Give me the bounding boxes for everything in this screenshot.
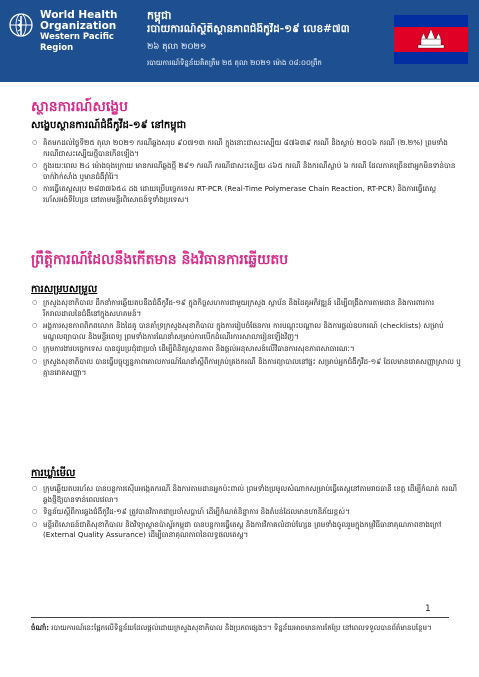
overview-subheading: សង្ខេបស្ថានការណ៍ជំងឺកូវីដ-១៩ នៅកម្ពុជា <box>31 120 187 131</box>
data-cutoff-note: របាយការណ៍ទិន្នន័យគិតត្រឹម ២៥ តុលា ២០២១ ម៉ោង ០៨:០០ព្រឹក <box>147 59 322 67</box>
list-item: ○ ទិន្នន័យស្តីពីការឆ្លងជំងឺកូវីដ-១៩ ត្រូវបានវិភាគជាប្រចាំសប្តាហ៍ ដើម្បីកំណត់និន្នាការ និងតំបន់ដែលមានហានិភ័យខ្ពស់។ <box>43 507 463 518</box>
report-title: របាយការណ៍ស្ថិតិស្ថានភាពជំងឺកូវីដ-១៩ លេខ#៧៣ <box>147 23 350 35</box>
footer-divider <box>31 617 449 618</box>
list-item: ○ ក្នុងរយៈពេល ២៤ ម៉ោងចុងក្រោយ មានករណីឆ្លងថ្មី ២៩១ ករណី ករណីជាសះស្បើយ ៤៦៥ ករណី និងករណីស្លាប់ ៦ ករណី ដែលភាគច្រើនជាអ្នកមិនទាន់បានចាក់វ៉ាក់សាំង ឬមានជំងឺរ៉ាំរ៉ៃ។ <box>43 161 463 182</box>
org-line-2: Organization <box>40 20 117 32</box>
org-line-1: World Health <box>40 9 118 21</box>
surveillance-heading: ការឃ្លាំមើល <box>31 468 76 479</box>
report-header <box>0 0 479 82</box>
who-emblem-icon <box>8 12 34 38</box>
report-date: ២៦ តុលា ២០២១ <box>147 42 207 52</box>
list-item: ○ ក្រុមឆ្លើយតបរហ័ស បានបន្តការស៊ើបអង្កេតករណី និងការតាមដានអ្នកប៉ះពាល់ ព្រមទាំងប្រមូលសំណាកសម្រាប់ធ្វើតេស្តនៅតាមរាជធានី ខេត្ត ដើម្បីកំណត់ ករណីឆ្លងថ្មីឱ្យបានទាន់ពេលវេលា។ <box>43 484 463 505</box>
country-name: កម្ពុជា <box>147 9 172 22</box>
list-item: ○ អង្គការសុខភាពពិភពលោក និងដៃគូ បានគាំទ្រក្រសួងសុខាភិបាល ក្នុងការរៀបចំផែនការ ការបណ្តុះបណ្តាល និងការផ្តល់ឧបករណ៍ (checklists) សម្រាប់មណ្ឌលព្យាបាល និងមន្ទីរពេទ្យ ព្រមទាំងការណែនាំសម្រាប់ការបើកដំណើរការសាលារៀនឡើងវិញ។ <box>43 321 463 342</box>
list-item: ○ ការធ្វើតេស្តសរុប ២៨៣៧៦៥៤ ដង ដោយប្រើបច្ចេកទេស RT-PCR (Real-Time Polymerase Chain Reaction, RT-PCR) និងការធ្វើតេស្តរហ័សអង់ទីហ្សែន នៅតាមមន្ទីរពិសោធន៍ទូទាំងប្រទេស។ <box>43 184 463 205</box>
list-item: ○ ក្រសួងសុខាភិបាល បានធ្វើបច្ចុប្បន្នភាពគោលការណ៍ណែនាំស្តីពីការគ្រប់គ្រងករណី និងការព្យាបាលនៅផ្ទះ សម្រាប់អ្នកជំងឺកូវីដ-១៩ ដែលមានរោគសញ្ញាស្រាល ឬគ្មានរោគសញ្ញា។ <box>43 357 463 378</box>
list-item: ○ ក្រុមការងារបច្ចេកទេស បានជួបប្រជុំជាប្រចាំ ដើម្បីពិនិត្យស្ថានភាព និងផ្តល់អនុសាសន៍លើវិធានការសុខភាពសាធារណៈ។ <box>43 344 463 355</box>
page-number: 1 <box>425 604 431 614</box>
cambodia-flag-icon <box>394 15 468 64</box>
list-item: ○ ក្រសួងសុខាភិបាល ដឹកនាំការឆ្លើយតបនឹងជំងឺកូវីដ-១៩ ក្នុងកិច្ចសហការជាមួយក្រសួង ស្ថាប័ន និងដៃគូអភិវឌ្ឍន៍ ដើម្បីពង្រឹងការតាមដាន និងការពារការរីករាលដាលនៃជំងឺនៅក្នុងសហគមន៍។ <box>43 298 463 319</box>
coordination-heading: ការសម្របសម្រួល <box>31 284 98 295</box>
footer-note <box>31 623 449 633</box>
footer-text: របាយការណ៍នេះផ្អែកលើទិន្នន័យដែលផ្តល់ដោយក្រសួងសុខាភិបាល និងប្រភពផ្សេងៗ។ ទិន្នន័យអាចមានការកែប្រែ នៅពេលទទួលបានព័ត៌មានបន្ថែម។ <box>51 624 432 632</box>
response-heading: ព្រឹត្តិការណ៍ដែលនឹងកើតមាន និងវិធានការឆ្លើយតប <box>31 252 289 268</box>
list-item: ○ មន្ទីរពិសោធន៍ជាតិសុខាភិបាល និងវិទ្យាស្ថានប៉ាស្ទ័រកម្ពុជា បានបន្តការធ្វើតេស្ត និងការវិភាគលំដាប់ហ្សែន ព្រមទាំងចូលរួមក្នុងកម្មវិធីធានាគុណភាពខាងក្រៅ (External Quality Assurance) ដើម្បីធានាគុណភាពនៃលទ្ធផលតេស្ត។ <box>43 520 463 541</box>
list-item: ○ គិតមកដល់ថ្ងៃទី២៥ តុលា ២០២១ ករណីឆ្លងសរុប ៩០៧១៣ ករណី ក្នុងនោះជាសះស្បើយ ៨៧៦៣៩ ករណី និងស្លាប់ ២០០៦ ករណី (២.២%) ព្រមទាំងករណីជាសះស្បើយថ្មីបានកើនឡើង។ <box>43 138 463 159</box>
overview-bullet-list <box>31 138 463 208</box>
overview-heading: ស្ថានការណ៍សង្ខេប <box>31 99 129 115</box>
footer-label: ចំណាំ: <box>31 624 50 632</box>
surveillance-bullet-list <box>31 484 463 543</box>
organization-name <box>40 10 135 54</box>
org-region: Western Pacific Region <box>40 32 114 53</box>
coordination-bullet-list <box>31 298 463 380</box>
